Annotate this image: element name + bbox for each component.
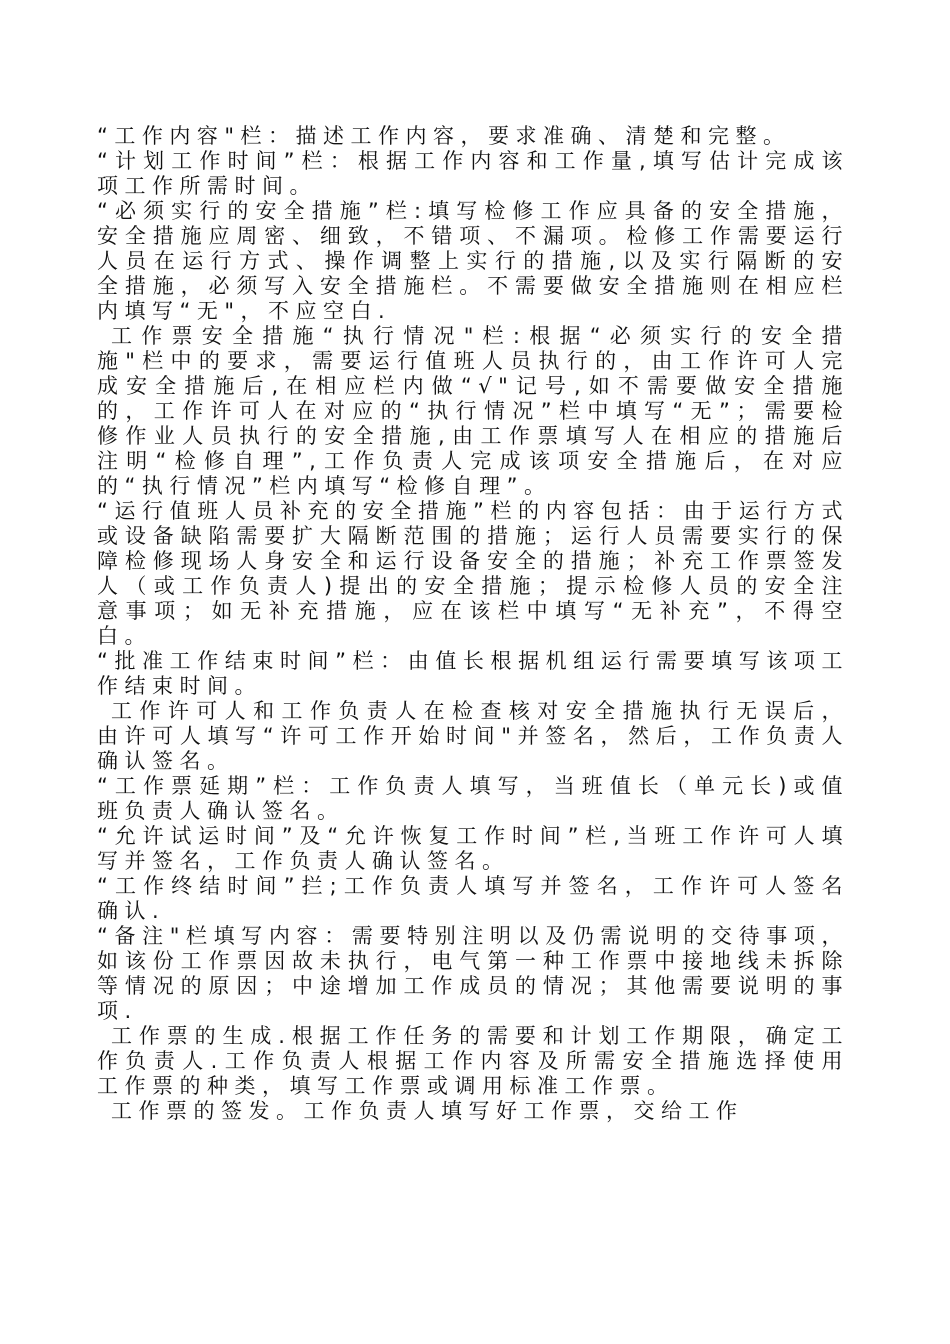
paragraph-ticket-issuance: 工作票的签发。工作负责人填写好工作票，交给工作 — [111, 1099, 744, 1123]
paragraph-trial-run-time: “允许试运时间”及“允许恢复工作时间”栏,当班工作许可人填写并签名，工作负责人确认签名。 — [97, 824, 849, 873]
paragraph-remarks: “备注"栏填写内容：需要特别注明以及仍需说明的交待事项，如该份工作票因故未执行，电气第一种工作票中接地线未拆除等情况的原因；中途增加工作成员的情况；其他需要说明的事项. — [97, 924, 849, 1023]
paragraph-supplementary-measures: “运行值班人员补充的安全措施”栏的内容包括：由于运行方式或设备缺陷需要扩大隔断范围的措施；运行人员需要实行的保障检修现场人身安全和运行设备安全的措施；补充工作票签发人（或工作负责人)提出的安全措施；提示检修人员的安全注意事项；如无补充措施，应在该栏中填写“无补充”，不得空白。 — [97, 499, 849, 648]
paragraph-permit-check: 工作许可人和工作负责人在检查核对安全措施执行无误后，由许可人填写“许可工作开始时间"并签名，然后，工作负责人确认签名。 — [97, 699, 849, 773]
paragraph-work-content: “工作内容"栏：描述工作内容，要求准确、清楚和完整。 — [97, 124, 791, 148]
paragraph-required-safety-measures: “必须实行的安全措施”栏:填写检修工作应具备的安全措施，安全措施应周密、细致，不错项、不漏项。检修工作需要运行人员在运行方式、操作调整上实行的措施,以及实行隔断的安全措施，必须写入安全措施栏。不需要做安全措施则在相应栏内填写“无"，不应空白. — [97, 199, 849, 323]
paragraph-extension: “工作票延期”栏：工作负责人填写，当班值长（单元长)或值班负责人确认签名。 — [97, 774, 849, 823]
document-body — [97, 124, 849, 1124]
paragraph-execution-status: 工作票安全措施“执行情况"栏:根据“必须实行的安全措施"栏中的要求，需要运行值班人员执行的，由工作许可人完成安全措施后,在相应栏内做“√"记号,如不需要做安全措施的，工作许可人在对应的“执行情况”栏中填写“无”；需要检修作业人员执行的安全措施,由工作票填写人在相应的措施后注明“检修自理”,工作负责人完成该项安全措施后，在对应的“执行情况”栏内填写“检修自理”。 — [97, 324, 849, 498]
paragraph-termination-time: “工作终结时间”拦;工作负责人填写并签名，工作许可人签名确认. — [97, 874, 849, 923]
paragraph-ticket-generation: 工作票的生成.根据工作任务的需要和计划工作期限，确定工作负责人.工作负责人根据工作内容及所需安全措施选择使用工作票的种类，填写工作票或调用标准工作票。 — [97, 1024, 849, 1098]
paragraph-planned-time: “计划工作时间”栏：根据工作内容和工作量,填写估计完成该项工作所需时间。 — [97, 149, 849, 198]
paragraph-approved-end-time: “批准工作结束时间”栏：由值长根据机组运行需要填写该项工作结束时间。 — [97, 649, 849, 698]
